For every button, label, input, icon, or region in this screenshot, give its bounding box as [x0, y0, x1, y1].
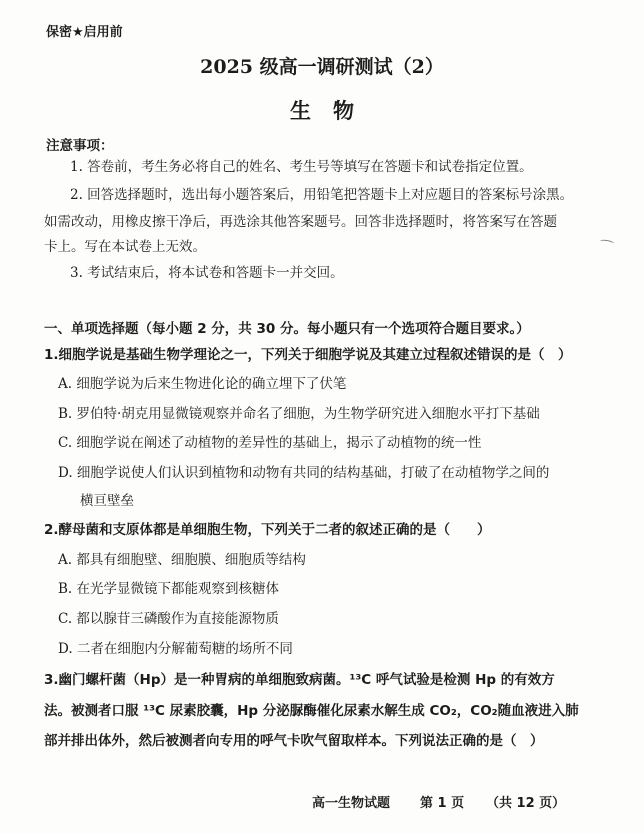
question-stem: 1.细胞学说是基础生物学理论之一，下列关于细胞学说及其建立过程叙述错误的是（ ）: [44, 347, 572, 363]
notice-heading: 注意事项：: [46, 138, 114, 154]
section-heading: 一、单项选择题（每小题 2 分，共 30 分。每小题只有一个选项符合题目要求。）: [44, 321, 530, 337]
option-c: C. 细胞学说在阐述了动植物的差异性的基础上，揭示了动植物的统一性: [58, 435, 482, 451]
option-d-continued: 横亘壁垒: [80, 493, 134, 509]
option-c: C. 都以腺苷三磷酸作为直接能源物质: [58, 611, 279, 627]
option-d: D. 二者在细胞内分解葡萄糖的场所不同: [58, 641, 293, 657]
footer-total-pages: （共 12 页）: [486, 796, 566, 811]
notice-line: 卡上。写在本试卷上无效。: [44, 239, 206, 255]
option-a: A. 细胞学说为后来生物进化论的确立埋下了伏笔: [58, 376, 347, 392]
question-stem-line: 法。被测者口服 ¹³C 尿素胶囊，Hp 分泌脲酶催化尿素水解生成 CO₂，CO₂随血液进入肺: [44, 703, 579, 719]
option-b: B. 在光学显微镜下都能观察到核糖体: [58, 581, 280, 597]
notice-line: 如需改动，用橡皮擦干净后，再选涂其他答案题号。回答非选择题时，将答案写在答题: [44, 214, 557, 230]
footer-page-number: 第 1 页: [420, 796, 465, 811]
question-stem-line: 3.幽门螺杆菌（Hp）是一种胃病的单细胞致病菌。¹³C 呼气试验是检测 Hp 的有效方: [44, 672, 555, 688]
exam-title: 2025 级高一调研测试（2）: [200, 56, 444, 78]
notice-line: 1. 答卷前，考生务必将自己的姓名、考生号等填写在答题卡和试卷指定位置。: [70, 159, 533, 175]
notice-line: 3. 考试结束后，将本试卷和答题卡一并交回。: [70, 265, 344, 281]
pen-mark: [600, 239, 615, 246]
question-stem: 2.酵母菌和支原体都是单细胞生物，下列关于二者的叙述正确的是（ ）: [44, 522, 491, 538]
option-b: B. 罗伯特·胡克用显微镜观察并命名了细胞，为生物学研究进入细胞水平打下基础: [58, 406, 540, 422]
footer-paper-name: 高一生物试题: [312, 796, 391, 811]
question-stem-line: 部并排出体外，然后被测者向专用的呼气卡吹气留取样本。下列说法正确的是（ ）: [44, 733, 544, 749]
option-d: D. 细胞学说使人们认识到植物和动物有共同的结构基础，打破了在动植物学之间的: [58, 465, 550, 481]
subject-title: 生物: [290, 98, 376, 123]
confidential-label: 保密★启用前: [46, 25, 123, 40]
notice-line: 2. 回答选择题时，选出每小题答案后，用铅笔把答题卡上对应题目的答案标号涂黑。: [70, 187, 574, 203]
option-a: A. 都具有细胞壁、细胞膜、细胞质等结构: [58, 552, 306, 568]
